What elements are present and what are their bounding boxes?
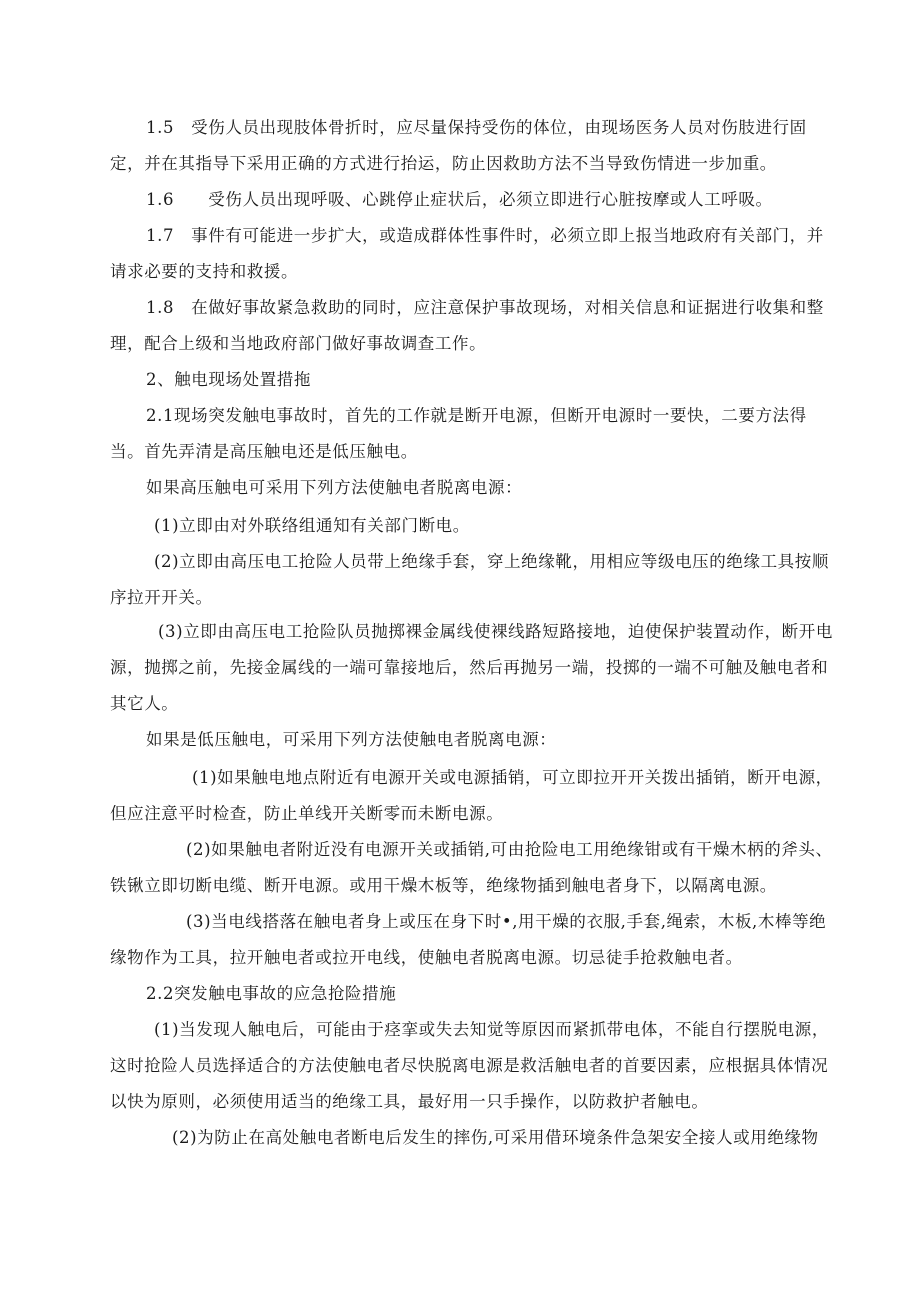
- paragraph-1-8: 1.8 在做好事故紧急救助的同时，应注意保护事故现场，对相关信息和证据进行收集和整理，配合上级和当地政府部门做好事故调查工作。: [110, 298, 824, 353]
- paragraph-emergency-item-2: (2)为防止在高处触电者断电后发生的摔伤,可采用借环境条件急架安全接人或用绝缘物: [172, 1128, 819, 1147]
- paragraph-hv-item-2: (2)立即由高压电工抢险人员带上绝缘手套，穿上绝缘靴，用相应等级电压的绝缘工具按顺序拉开开关。: [110, 552, 829, 607]
- paragraph-hv-item-1: (1)立即由对外联络组通知有关部门断电。: [154, 516, 470, 535]
- paragraph-lv-item-2: (2)如果触电者附近没有电源开关或插销,可由抢险电工用绝缘钳或有干燥木柄的斧头、铁锹立即切断电缆、断开电源。或用干燥木板等，绝缘物插到触电者身下，以隔离电源。: [110, 840, 833, 895]
- paragraph-low-voltage-intro: 如果是低压触电，可采用下列方法使触电者脱离电源：: [146, 730, 557, 749]
- paragraph-1-7: 1.7 事件有可能进一步扩大，或造成群体性事件时，必须立即上报当地政府有关部门，并请求必要的支持和救援。: [110, 226, 824, 281]
- paragraph-lv-item-3: (3)当电线搭落在触电者身上或压在身下时•,用干燥的衣服,手套,绳索，木板,木棒等绝缘物作为工具，拉开触电者或拉开电线，使触电者脱离电源。切忌徒手抢救触电者。: [110, 912, 827, 967]
- paragraph-high-voltage-intro: 如果高压触电可采用下列方法使触电者脱离电源：: [146, 478, 523, 497]
- paragraph-1-6: 1.6 受伤人员出现呼吸、心跳停止症状后，必须立即进行心脏按摩或人工呼吸。: [146, 190, 773, 209]
- paragraph-2-1: 2.1现场突发触电事故时，首先的工作就是断开电源，但断开电源时一要快，二要方法得当。首先弄清是高压触电还是低压触电。: [110, 406, 807, 461]
- paragraph-1-5: 1.5 受伤人员出现肢体骨折时，应尽量保持受伤的体位，由现场医务人员对伤肢进行固定，并在其指导下采用正确的方式进行抬运，防止因救助方法不当导致伤情进一步加重。: [110, 118, 807, 173]
- paragraph-hv-item-3: (3)立即由高压电工抢险队员抛掷裸金属线使裸线路短路接地，迫使保护装置动作，断开电源，抛掷之前，先接金属线的一端可靠接地后，然后再抛另一端，投掷的一端不可触及触电者和其它人。: [110, 622, 833, 713]
- section-heading-2: 2、触电现场处置措拖: [146, 370, 311, 389]
- paragraph-emergency-item-1: (1)当发现人触电后，可能由于痉挛或失去知觉等原因而紧抓带电体，不能自行摆脱电源，这时抢险人员选择适合的方法使触电者尽快脱离电源是救活触电者的首要因素，应根据具体情况以快为原则，必须使用适当的绝缘工具，最好用一只手操作，以防救护者触电。: [110, 1020, 829, 1111]
- paragraph-lv-item-1: (1)如果触电地点附近有电源开关或电源插销，可立即拉开开关拨出插销，断开电源，但应注意平时检查，防止单线开关断零而未断电源。: [110, 768, 833, 823]
- paragraph-2-2: 2.2突发触电事故的应急抢险措施: [146, 984, 397, 1003]
